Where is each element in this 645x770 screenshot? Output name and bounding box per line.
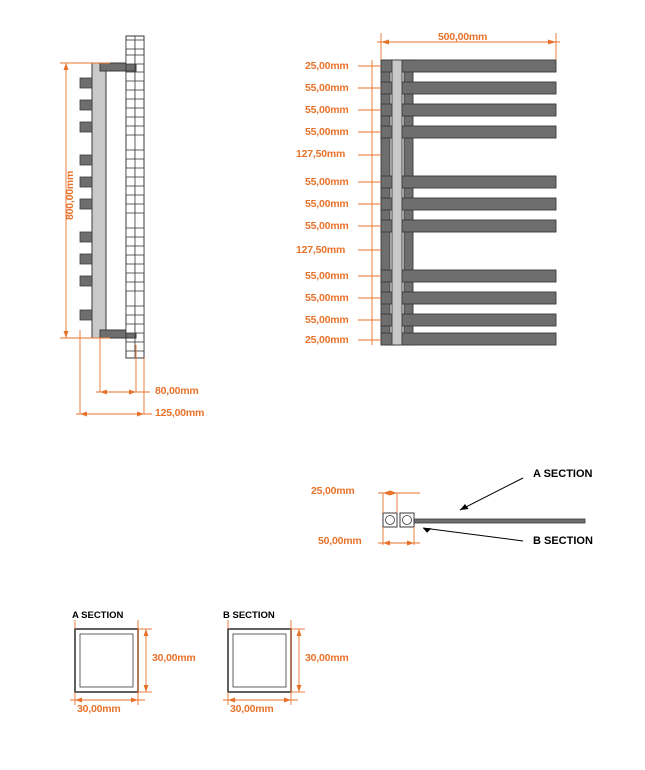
front-view-width-dimension: 500,00mm (438, 31, 488, 43)
section-b-geometry (228, 629, 291, 692)
callout-a-section-label: A SECTION (533, 468, 593, 480)
front-view-spacing-10: 55,00mm (305, 270, 349, 282)
front-view-spacing-4: 55,00mm (305, 126, 349, 138)
front-view-spacing-12: 55,00mm (305, 314, 349, 326)
front-view-spacing-9: 127,50mm (296, 244, 346, 256)
top-view-geometry (383, 478, 585, 541)
side-view-height-dimension: 800,00mm (64, 170, 76, 220)
section-b-width-dimension: 30,00mm (230, 703, 274, 715)
front-view-spacing-1: 25,00mm (305, 60, 349, 72)
front-view-spacing-6: 55,00mm (305, 176, 349, 188)
section-a-width-dimension: 30,00mm (77, 703, 121, 715)
front-view-spacing-11: 55,00mm (305, 292, 349, 304)
front-view-spacing-2: 55,00mm (305, 82, 349, 94)
front-view-spacing-7: 55,00mm (305, 198, 349, 210)
side-view-geometry (80, 36, 144, 358)
callout-b-section-label: B SECTION (533, 535, 593, 547)
side-view-depth-dimension: 80,00mm (155, 385, 199, 397)
top-view-width-dimension: 50,00mm (318, 535, 362, 547)
top-view-thickness-dimension: 25,00mm (311, 485, 355, 497)
front-view-spacing-3: 55,00mm (305, 104, 349, 116)
section-a-geometry (75, 629, 138, 692)
section-a-title: A SECTION (72, 610, 124, 621)
front-view-spacing-8: 55,00mm (305, 220, 349, 232)
side-view-total-depth-dimension: 125,00mm (155, 407, 205, 419)
front-view-geometry (381, 60, 556, 345)
front-view-spacing-5: 127,50mm (296, 148, 346, 160)
front-view-spacing-13: 25,00mm (305, 334, 349, 346)
section-a-height-dimension: 30,00mm (152, 652, 196, 664)
section-b-title: B SECTION (223, 610, 275, 621)
section-b-height-dimension: 30,00mm (305, 652, 349, 664)
